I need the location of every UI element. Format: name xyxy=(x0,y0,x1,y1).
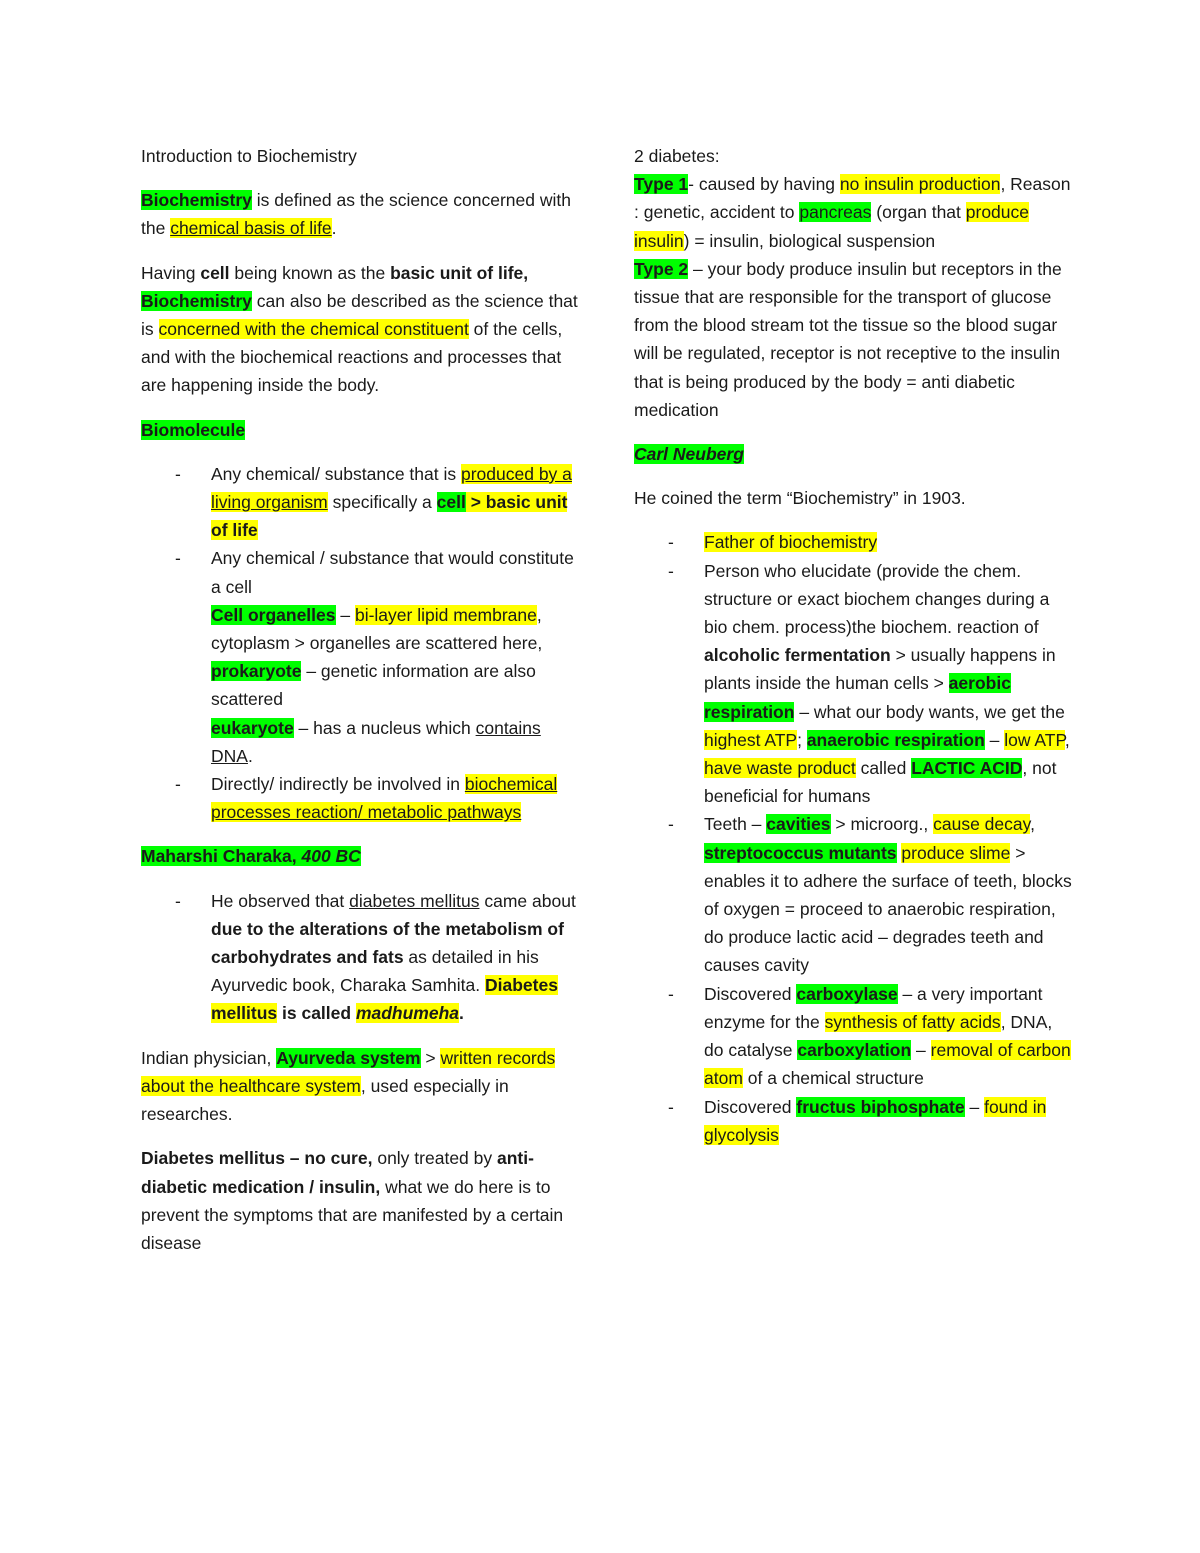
type1-paragraph xyxy=(634,170,1074,255)
text: (organ that xyxy=(871,202,966,223)
text: Any chemical/ substance that is xyxy=(211,463,461,484)
term-highlight: aerobic respiration xyxy=(704,673,1011,722)
text: can also be described as the science that is xyxy=(141,290,578,340)
text: specifically a xyxy=(327,492,437,513)
highlight: biochemical processes reaction/ metabolic pathways xyxy=(211,774,558,823)
biochemistry-definition xyxy=(141,186,581,242)
text: , Reason : genetic, accident to xyxy=(634,174,1071,223)
text: Discovered xyxy=(704,1096,797,1117)
term-highlight: carboxylation xyxy=(797,1040,912,1061)
term-highlight: fructus biphosphate xyxy=(796,1096,965,1117)
text: – xyxy=(911,1040,931,1061)
text: > usually happens in plants inside the human cells > xyxy=(704,645,1056,694)
bold-text: cell xyxy=(200,262,230,283)
bold-text: is called xyxy=(277,1003,356,1024)
term-highlight: cell xyxy=(436,492,466,513)
list-item xyxy=(704,557,1074,811)
text: what we do here is to prevent the symptoms that are manifested by a certain disease xyxy=(141,1176,564,1253)
term-highlight: Type 1 xyxy=(634,174,689,195)
bold-text: anti-diabetic medication / insulin, xyxy=(141,1148,534,1197)
text: – your body produce insulin but receptors in the tissue that are responsible for the transport of glucose from the blood stream tot the tissue so the blood sugar will be regulated, receptor is not receptive to the insulin that is being produced by the body = anti diabetic medication xyxy=(634,258,1062,420)
text: – xyxy=(984,729,1005,750)
highlight: found in glycolysis xyxy=(704,1096,1047,1145)
text: ; xyxy=(797,729,807,750)
text: – xyxy=(964,1096,985,1117)
text: – xyxy=(335,604,355,625)
text: came about xyxy=(479,890,576,911)
text: . xyxy=(247,745,253,766)
highlight: concerned with the chemical constituent xyxy=(158,319,469,340)
text: – has a nucleus which xyxy=(293,717,476,738)
highlight: produce slime xyxy=(901,842,1011,863)
text: Directly/ indirectly be involved in xyxy=(211,774,465,795)
text: of the cells, and with the biochemical reactions and processes that are happening inside the body. xyxy=(141,319,563,396)
text: > xyxy=(420,1047,441,1068)
text: Maharshi Charaka, xyxy=(141,846,302,867)
term-highlight: Type 2 xyxy=(634,258,689,279)
term-highlight: Biochemistry xyxy=(141,290,252,311)
highlight: Father of biochemistry xyxy=(704,532,878,553)
highlight: highest ATP xyxy=(704,729,798,750)
text: is defined as the science concerned with the xyxy=(141,190,571,239)
text: , xyxy=(1064,729,1070,750)
text: – what our body wants, we get the xyxy=(794,701,1065,722)
highlight: have waste product xyxy=(704,758,856,779)
term-highlight: pancreas xyxy=(799,202,872,223)
text: , xyxy=(1030,814,1035,835)
highlight: madhumeha xyxy=(355,1003,460,1024)
highlight: low ATP xyxy=(1004,729,1065,750)
highlight: cause decay xyxy=(933,814,1031,835)
highlight: produced by a living organism xyxy=(211,463,572,513)
cell-paragraph xyxy=(141,259,581,400)
text: . xyxy=(331,218,337,239)
text: Any chemical / substance that would constitute a cell xyxy=(211,548,574,597)
text: of a chemical structure xyxy=(742,1068,924,1089)
text: Having xyxy=(141,262,201,283)
text: being known as the xyxy=(229,262,391,283)
text: ) = insulin, biological suspension xyxy=(683,230,936,251)
bold-text: . xyxy=(459,1003,464,1024)
term-highlight: eukaryote xyxy=(211,717,294,738)
term-highlight: streptococcus mutants xyxy=(704,842,897,863)
highlight: synthesis of fatty acids xyxy=(824,1011,1001,1032)
term-highlight: carboxylase xyxy=(796,983,898,1004)
text: , used especially in researches. xyxy=(141,1075,509,1125)
coined-paragraph: He coined the term “Biochemistry” in 1903. xyxy=(634,488,966,509)
text: > enables it to adhere the surface of teeth, blocks of oxygen = proceed to anaerobic respiration, do produce lactic acid – degrades teeth and causes cavity xyxy=(704,842,1072,976)
term-highlight: anaerobic respiration xyxy=(806,729,985,750)
text: Discovered xyxy=(704,983,797,1004)
neuberg-list xyxy=(634,528,1074,1148)
term-highlight: Ayurveda system xyxy=(276,1047,421,1068)
charaka-list xyxy=(141,887,581,1028)
list-item xyxy=(211,544,581,770)
highlight: > basic unit of life xyxy=(211,492,568,541)
type2-paragraph xyxy=(634,255,1074,424)
heading-highlight xyxy=(141,846,361,866)
page-title: Introduction to Biochemistry xyxy=(141,146,357,166)
term-highlight: prokaryote xyxy=(211,661,302,682)
list-item xyxy=(211,887,581,1028)
highlight: no insulin production xyxy=(839,174,1001,195)
diabetes-paragraph xyxy=(141,1144,581,1257)
text: – genetic information are also scattered xyxy=(211,661,536,710)
list-item xyxy=(211,460,581,545)
underlined-text: diabetes mellitus xyxy=(349,890,480,911)
highlight: Diabetes mellitus xyxy=(211,975,558,1024)
term-highlight: cavities xyxy=(766,814,831,835)
highlight: removal of carbon atom xyxy=(704,1040,1071,1089)
text: – a very important enzyme for the xyxy=(704,983,1043,1032)
bold-text: due to the alterations of the metabolism of carbohydrates and fats xyxy=(211,918,564,968)
biomolecule-list xyxy=(141,460,581,827)
text: called xyxy=(855,758,912,779)
section-heading-charaka xyxy=(141,842,581,870)
text: He observed that xyxy=(211,890,350,911)
term-highlight: Cell organelles xyxy=(211,604,336,625)
list-item xyxy=(704,980,1074,1093)
italic-text: 400 BC xyxy=(301,846,361,867)
highlight: bi-layer lipid membrane xyxy=(354,604,537,625)
left-column xyxy=(141,142,581,1273)
text: , cytoplasm > organelles are scattered here, xyxy=(211,604,543,654)
list-item xyxy=(704,528,1074,556)
bold-text: basic unit of life, xyxy=(390,262,529,283)
highlight: produce insulin xyxy=(634,202,1030,251)
term-highlight: LACTIC ACID xyxy=(911,758,1023,779)
text: Teeth – xyxy=(704,814,767,835)
ayurveda-paragraph xyxy=(141,1044,581,1129)
highlight: chemical basis of life xyxy=(170,218,332,239)
highlight: written records about the healthcare system xyxy=(141,1047,556,1096)
heading-highlight: Biomolecule xyxy=(141,419,246,440)
term-highlight: Biochemistry xyxy=(141,190,252,211)
text: only treated by xyxy=(372,1148,497,1169)
heading-highlight: Carl Neuberg xyxy=(634,444,744,465)
list-item xyxy=(211,770,581,826)
text: Indian physician, xyxy=(141,1047,277,1068)
bold-text: Diabetes mellitus – no cure, xyxy=(141,1148,373,1169)
text: Person who elucidate (provide the chem. structure or exact biochem changes during a bio chem. process)the biochem. reaction of xyxy=(704,560,1050,638)
diabetes-heading: 2 diabetes: xyxy=(634,146,720,166)
text: , DNA, do catalyse xyxy=(704,1011,1053,1061)
text: > microorg., xyxy=(830,814,934,835)
text: as detailed in his Ayurvedic book, Charaka Samhita. xyxy=(211,947,539,996)
bold-text: alcoholic fermentation xyxy=(704,645,891,666)
text: , not beneficial for humans xyxy=(704,758,1057,807)
list-item xyxy=(704,1093,1074,1149)
right-column xyxy=(634,142,1074,1165)
section-heading-biomolecule xyxy=(141,416,581,444)
underlined-text: contains DNA xyxy=(211,717,541,766)
list-item xyxy=(704,810,1074,979)
text: - caused by having xyxy=(688,174,840,195)
section-heading-neuberg xyxy=(634,440,1074,468)
